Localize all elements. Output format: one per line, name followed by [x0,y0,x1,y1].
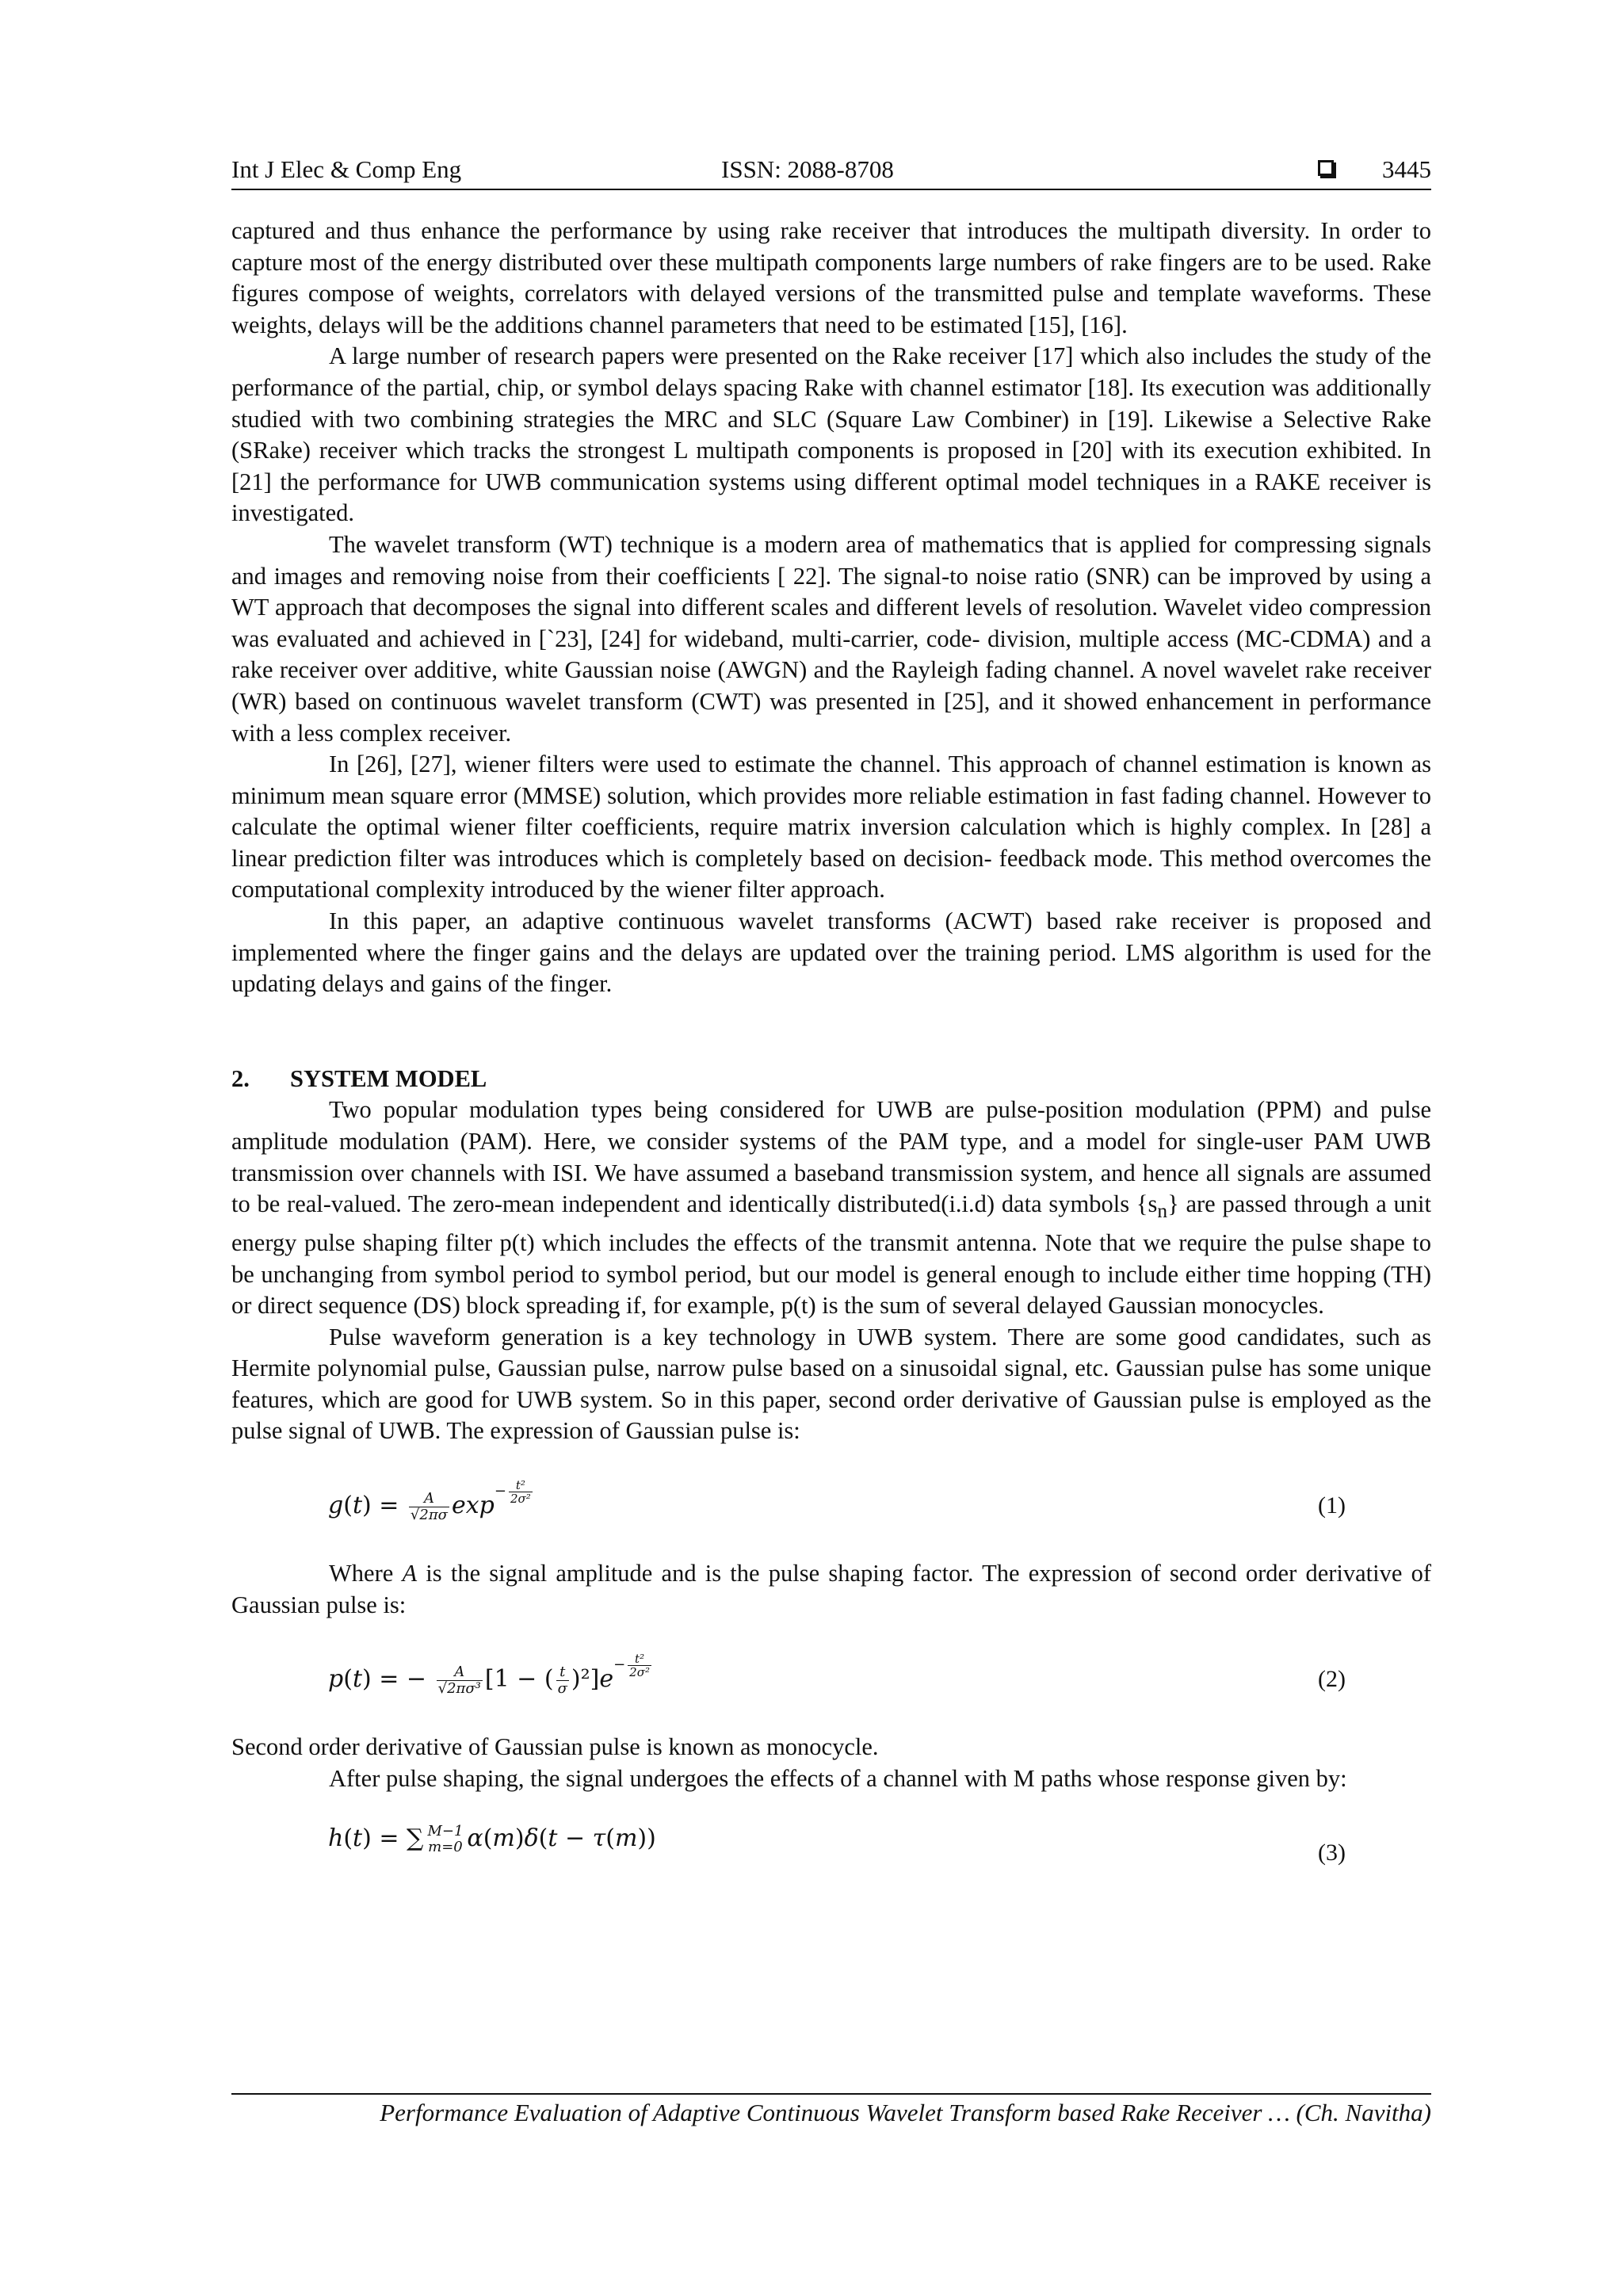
running-header [231,154,1431,185]
footer-rule [231,2093,1431,2095]
equation-2-number: (2) [1318,1666,1346,1693]
section-heading [231,1064,1431,1095]
paragraph: A large number of research papers were presented on the Rake receiver [17] which also includes the study of the performance of the partial, chip, or symbol delays spacing Rake with channel estimator [18]. Its execution was additionally studied with two combining strategies the MRC and SLC (Square Law Combiner) in [19]. Likewise a Selective Rake (SRake) receiver which tracks the strongest L multipath components is proposed in [20] with its execution exhibited. In [21] the performance for UWB communication systems using different optimal model techniques in a RAKE receiver is investigated. [231,342,1431,527]
page-number: 3445 [1382,155,1431,183]
equation-2 [231,1632,1431,1725]
paragraph: In [26], [27], wiener filters were used to estimate the channel. This approach of channel estimation is known as minimum mean square error (MMSE) solution, which provides more reliable estimation in fast fading channel. However to calculate the optimal wiener filter coefficients, require matrix inversion calculation which is highly complex. In [28] a linear prediction filter was introduces which is completely based on decision- feedback mode. This method overcomes the computational complexity introduced by the wiener filter approach. [231,751,1431,904]
journal-name: Int J Elec & Comp Eng [231,155,462,183]
running-footer: Performance Evaluation of Adaptive Continuous Wavelet Transform based Rake Receiver … (Ch. Navitha) [380,2099,1431,2126]
paragraph-text: Two popular modulation types being considered for UWB are pulse-position modulation (PPM) and pulse amplitude modulation (PAM). Here, we consider systems of the PAM type, and a model for single-user PAM UWB transmission over channels with ISI. We have assumed a baseband transmission system, and hence all signals are assumed to be real-valued. The zero-mean independent and identically distributed(i.i.d) data symbols {s [231,1096,1431,1218]
paragraph: Second order derivative of Gaussian pulse is known as monocycle. [231,1733,879,1761]
variable: A [402,1560,418,1587]
section-number: 2. [231,1064,250,1092]
equation-3-expression: h(t) = ∑ M−1 m=0 α(m)δ(t − τ(m)) [328,1823,656,1856]
equation-1 [231,1458,1431,1552]
subscript: n [1157,1200,1168,1223]
paragraph [231,1558,1431,1621]
paragraph: The wavelet transform (WT) technique is a modern area of mathematics that is applied for compressing signals and images and removing noise from their coefficients [ 22]. The signal-to noise ratio (SNR) can be improved by using a WT approach that decomposes the signal into different scales and different levels of resolution. Wavelet video compression was evaluated and achieved in [`23], [24] for wideband, multi-carrier, code- division, multiple access (MC-CDMA) and a rake receiver over additive, white Gaussian noise (AWGN) and the Rayleigh fading channel. A novel wavelet rake receiver (WR) based on continuous wavelet transform (CWT) was presented in [25], and it showed enhancement in performance with a less complex receiver. [231,530,1431,747]
body-text [231,216,1431,1905]
box-glyph-icon [1318,160,1334,176]
paragraph: In this paper, an adaptive continuous wavelet transforms (ACWT) based rake receiver is proposed and implemented where the finger gains and the delays are updated over the training period. LMS algorithm is used for the updating delays and gains of the finger. [231,907,1431,998]
equation-1-expression: g(t) = $\frac{A}{√2\pi\sigma}$ $\exp^{- \frac{\text{t²}}{\text{2σ²}}}$ [328,1477,531,1523]
paragraph-text: } are passed through a unit energy pulse shaping filter p(t) which includes the effects of the transmit antenna. Note that we require the pulse shape to be unchanging from symbol period to symbol period, but our model is general enough to include either time hopping (TH) or direct sequence (DS) block spreading if, for example, p(t) is the sum of several delayed Gaussian monocycles. [231,1190,1431,1320]
paragraph-text: Where [329,1560,403,1587]
equation-1-number: (1) [1318,1492,1346,1519]
issn: ISSN: 2088-8708 [721,155,894,183]
section-title: SYSTEM MODEL [290,1064,487,1092]
paragraph: After pulse shaping, the signal undergoes the effects of a channel with M paths whose response given by: [329,1764,1347,1792]
equation-3 [231,1805,1431,1899]
paragraph: Pulse waveform generation is a key technology in UWB system. There are some good candidates, such as Hermite polynomial pulse, Gaussian pulse, narrow pulse based on a sinusoidal signal, etc. Gaussian pulse has some unique features, which are good for UWB system. So in this paper, second order derivative of Gaussian pulse is employed as the pulse signal of UWB. The expression of Gaussian pulse is: [231,1323,1431,1445]
paragraph: captured and thus enhance the performance by using rake receiver that introduces the multipath diversity. In order to capture most of the energy distributed over these multipath components large numbers of rake fingers are to be used. Rake figures compose of weights, correlators with delayed versions of the transmitted pulse and template waveforms. These weights, delays will be the additions channel parameters that need to be estimated [15], [16]. [231,217,1431,338]
paragraph-text: is the signal amplitude and is the pulse shaping factor. The expression of second order derivative of Gaussian pulse is: [231,1560,1431,1618]
header-rule [231,189,1431,190]
equation-3-number: (3) [1318,1839,1346,1866]
paragraph [231,1095,1431,1321]
equation-2-expression: p(t) = − $\frac{A}{\text{√2πσ³}}$ [1 − ( $\frac{t}{\sigma}$ )$^2]e^{- \frac{\text{t²}}{\text{2σ²}}}$ [328,1651,650,1697]
